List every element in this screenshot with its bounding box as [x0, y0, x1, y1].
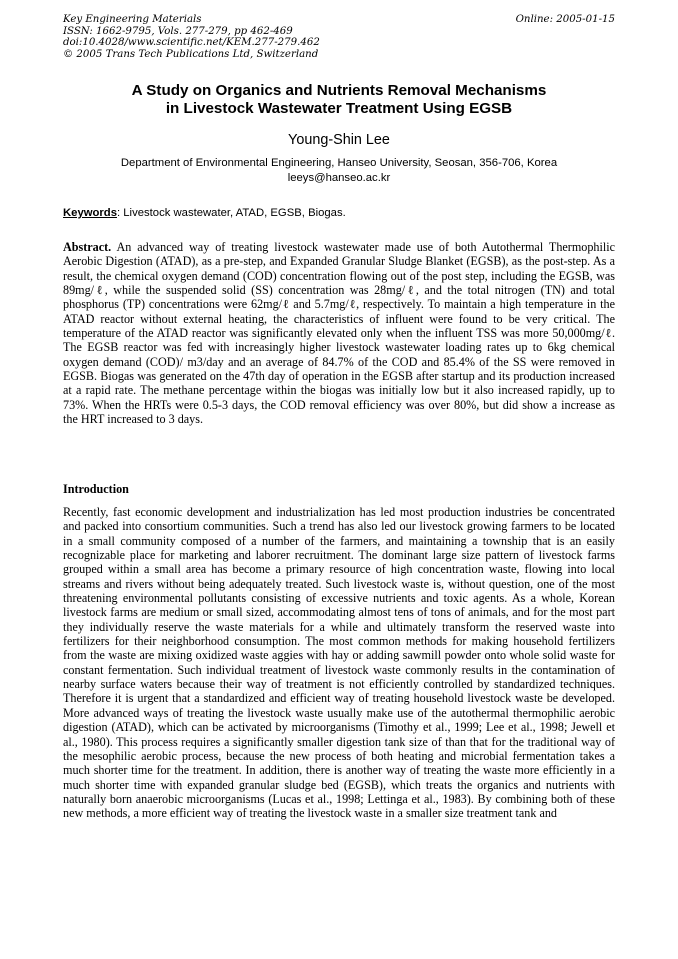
keywords: [63, 206, 615, 220]
online-date: Online: 2005-01-15: [515, 14, 615, 25]
abstract: [63, 240, 615, 426]
introduction-heading: Introduction: [63, 482, 129, 496]
email: leeys@hanseo.ac.kr: [287, 171, 391, 184]
doi-line: doi:10.4028/www.scientific.net/KEM.277-279.462: [63, 37, 320, 49]
journal-name: Key Engineering Materials: [63, 14, 202, 25]
keywords-label: Keywords: [63, 207, 117, 219]
affiliation-block: [63, 156, 615, 185]
affiliation: Department of Environmental Engineering, Hanseo University, Seosan, 356-706, Korea: [120, 157, 558, 169]
author-name: Young-Shin Lee: [288, 132, 390, 148]
journal-header: [63, 14, 615, 60]
abstract-label: Abstract.: [63, 240, 112, 254]
paper-title: [63, 82, 615, 118]
introduction-text: Recently, fast economic development and industrialization has led most production industries be concentrated and packed into consortium communities. Such a trend has also led our livestock growing farmers to be located in a small community composed of a number of the farmers, and maintaining a township that is an easily recognizable place for marketing and laborer recruitment. The dominant large size pattern of livestock farms grouped within a small area has become a primary resource of high concentration waste, flowing into local streams and rivers without being adequately treated. Such livestock waste is, without question, one of the most threatening environmental pollutants consisting of excessive nutrients and toxic agents. As a whole, Korean livestock farms are medium or small sized, accommodating almost tens of tons of animals, and for the most part they individually reserve the waste materials for a while and ultimately transform the reserved waste into fertilizers for their neighborhood consumption. The most common methods for making household fertilizers from the waste are mixing oxidized waste aggies with hay or adding sawmill powder onto whole solid waste for constant fermentation. Such individual treatment of livestock waste commonly results in the contamination of nearby surface waters because their way of treatment is not efficiently controlled by standardized techniques. Therefore it is urgent that a standardized and efficient way of treating household livestock waste be developed. More advanced ways of treating the livestock waste usually make use of the autothermal thermophilic aerobic digestion (ATAD), which can be activated by microorganisms (Timothy et al., 1999; Lee et al., 1998; Jewell et al., 1980). This process requires a significantly smaller digestion tank size of than that for the traditional way of the mesophilic aerobic process, because the new process of both heating and microbial fermentation takes a much shorter time for the treatment. In addition, there is another way of treating the waste more efficiently in a much shorter time with expanded granular sludge bed (EGSB), which treats the organics and nutrients with naturally born anaerobic microorganisms (Lucas et al., 1998; Lettinga et al., 1983). By combining both of these new methods, a more efficient way of treating the livestock waste in a smaller size treatment tank and: [63, 505, 615, 821]
abstract-text: An advanced way of treating livestock wastewater made use of both Autothermal Thermophilic Aerobic Digestion (ATAD), as a pre-step, and Expanded Granular Sludge Blanket (EGSB), as the post-step. As a result, the chemical oxygen demand (COD) concentration flowing out of the post step, including the EGSB, was 89mg/ℓ, while the suspended solid (SS) concentration was 28mg/ℓ, and the total nitrogen (TN) and total phosphorus (TP) concentrations were 62mg/ℓ and 5.7mg/ℓ, respectively. To maintain a high temperature in the ATAD reactor without external heating, the characteristics of influent were found to be very critical. The temperature of the ATAD reactor was significantly elevated only when the influent TSS was more 50,000mg/ℓ. The EGSB reactor was fed with increasingly higher livestock wastewater loading rates up to 6kg chemical oxygen demand (COD)/ m3/day and an average of 84.7% of the COD and 85.4% of the SS were removed in EGSB. Biogas was generated on the 47th day of operation in the EGSB after startup and its production increased at a rapid rate. The methane percentage within the biogas was initially low but it also increased rapidly, up to 73%. When the HRTs were 0.5-3 days, the COD removal efficiency was over 80%, but did show a increase as the HRT increased to 3 days.: [63, 240, 615, 427]
title-line-1: A Study on Organics and Nutrients Removal Mechanisms: [131, 82, 547, 99]
copyright-line: © 2005 Trans Tech Publications Ltd, Switzerland: [63, 48, 319, 60]
keywords-list: : Livestock wastewater, ATAD, EGSB, Biogas.: [117, 207, 346, 219]
title-line-2: in Livestock Wastewater Treatment Using EGSB: [165, 100, 513, 117]
issn-line: ISSN: 1662-9795, Vols. 277-279, pp 462-469: [63, 25, 293, 37]
